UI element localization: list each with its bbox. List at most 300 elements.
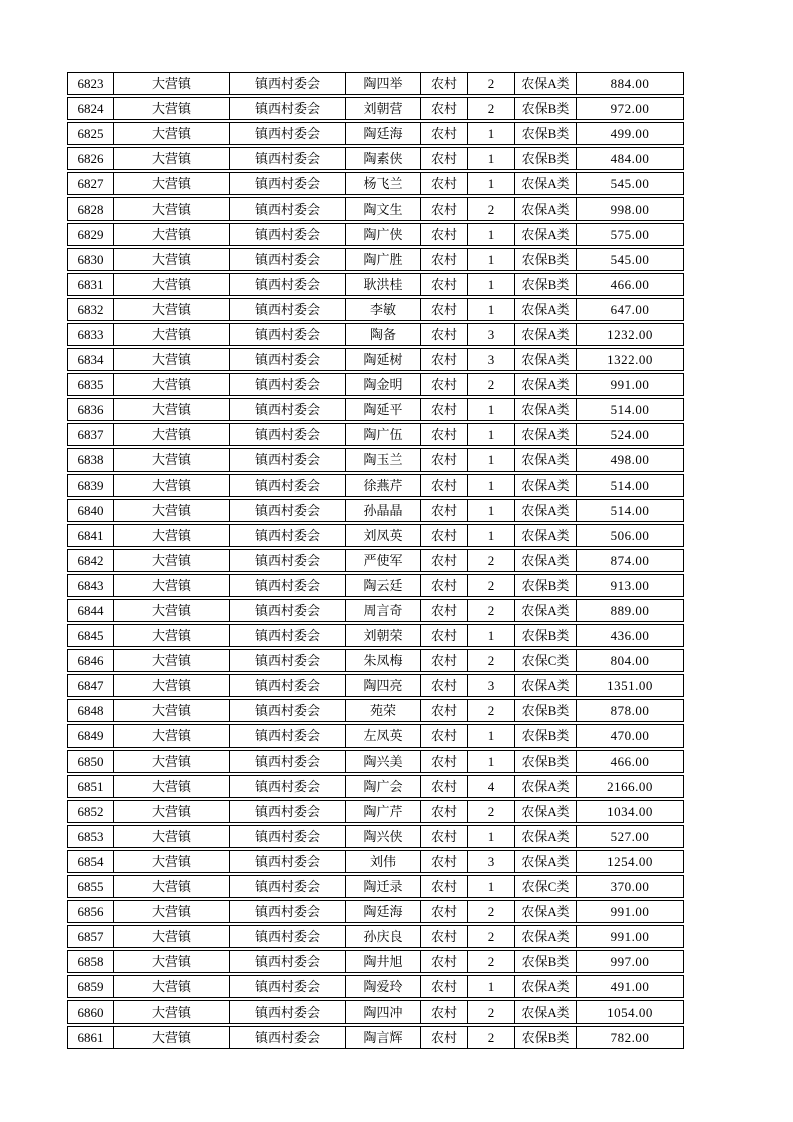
cell-id: 6856 [68, 901, 114, 922]
cell-town: 大营镇 [114, 801, 230, 822]
cell-insurance: 农保B类 [515, 625, 577, 646]
cell-name: 陶延平 [346, 399, 421, 420]
cell-residence: 农村 [421, 600, 468, 621]
cell-residence: 农村 [421, 725, 468, 746]
cell-amount: 2166.00 [607, 778, 653, 794]
cell-insurance: 农保A类 [515, 851, 577, 872]
cell-town: 大营镇 [114, 700, 230, 721]
cell-town: 大营镇 [114, 826, 230, 847]
cell-village: 镇西村委会 [230, 73, 346, 94]
cell-residence: 农村 [421, 700, 468, 721]
cell-name: 陶广伍 [346, 424, 421, 445]
cell-amount: 466.00 [610, 276, 650, 292]
table-row [67, 599, 684, 622]
insurance-payment-table [67, 72, 684, 1051]
cell-village: 镇西村委会 [230, 224, 346, 245]
cell-residence: 农村 [421, 901, 468, 922]
table-row [67, 223, 684, 246]
cell-name: 陶兴侠 [346, 826, 421, 847]
cell-count: 2 [468, 801, 515, 822]
table-row [67, 448, 684, 471]
cell-name: 陶素侠 [346, 148, 421, 169]
cell-town: 大营镇 [114, 550, 230, 571]
cell-id: 6851 [68, 776, 114, 797]
cell-town: 大营镇 [114, 475, 230, 496]
cell-name: 刘伟 [346, 851, 421, 872]
cell-insurance: 农保A类 [515, 399, 577, 420]
cell-residence: 农村 [421, 650, 468, 671]
cell-village: 镇西村委会 [230, 826, 346, 847]
cell-amount: 647.00 [610, 301, 650, 317]
table-row [67, 875, 684, 898]
table-row [67, 750, 684, 773]
cell-name: 周言奇 [346, 600, 421, 621]
table-row [67, 825, 684, 848]
cell-amount: 1351.00 [607, 678, 653, 694]
cell-amount: 514.00 [610, 502, 650, 518]
cell-count: 1 [468, 399, 515, 420]
cell-count: 3 [468, 349, 515, 370]
cell-amount: 436.00 [610, 628, 650, 644]
cell-count: 2 [468, 1027, 515, 1048]
cell-name: 孙晶晶 [346, 500, 421, 521]
cell-count: 2 [468, 600, 515, 621]
cell-id: 6831 [68, 274, 114, 295]
cell-amount: 514.00 [610, 477, 650, 493]
cell-name: 左凤英 [346, 725, 421, 746]
table-row [67, 298, 684, 321]
table-row [67, 323, 684, 346]
cell-insurance: 农保A类 [515, 475, 577, 496]
cell-id: 6843 [68, 575, 114, 596]
cell-name: 杨飞兰 [346, 173, 421, 194]
cell-residence: 农村 [421, 801, 468, 822]
cell-residence: 农村 [421, 500, 468, 521]
cell-insurance: 农保B类 [515, 751, 577, 772]
cell-id: 6825 [68, 123, 114, 144]
cell-name: 陶广会 [346, 776, 421, 797]
cell-village: 镇西村委会 [230, 349, 346, 370]
cell-id: 6836 [68, 399, 114, 420]
table-row [67, 574, 684, 597]
cell-count: 2 [468, 374, 515, 395]
table-row [67, 624, 684, 647]
cell-id: 6828 [68, 198, 114, 219]
cell-id: 6847 [68, 675, 114, 696]
cell-town: 大营镇 [114, 675, 230, 696]
table-row [67, 674, 684, 697]
cell-id: 6823 [68, 73, 114, 94]
cell-town: 大营镇 [114, 349, 230, 370]
table-row [67, 373, 684, 396]
table-row [67, 724, 684, 747]
table-row [67, 900, 684, 923]
cell-village: 镇西村委会 [230, 776, 346, 797]
cell-count: 1 [468, 751, 515, 772]
cell-village: 镇西村委会 [230, 148, 346, 169]
cell-residence: 农村 [421, 123, 468, 144]
cell-residence: 农村 [421, 299, 468, 320]
cell-town: 大营镇 [114, 776, 230, 797]
table-row [67, 800, 684, 823]
cell-insurance: 农保A类 [515, 424, 577, 445]
cell-village: 镇西村委会 [230, 198, 346, 219]
table-row [67, 273, 684, 296]
cell-town: 大营镇 [114, 148, 230, 169]
table-row [67, 122, 684, 145]
cell-name: 陶迁录 [346, 876, 421, 897]
cell-residence: 农村 [421, 550, 468, 571]
cell-insurance: 农保A类 [515, 324, 577, 345]
cell-count: 1 [468, 500, 515, 521]
cell-count: 2 [468, 901, 515, 922]
cell-insurance: 农保A类 [515, 198, 577, 219]
cell-village: 镇西村委会 [230, 525, 346, 546]
cell-amount: 874.00 [610, 552, 650, 568]
cell-name: 陶文生 [346, 198, 421, 219]
table-row [67, 97, 684, 120]
cell-count: 1 [468, 449, 515, 470]
cell-name: 陶兴美 [346, 751, 421, 772]
cell-residence: 农村 [421, 198, 468, 219]
table-row [67, 348, 684, 371]
cell-name: 陶四举 [346, 73, 421, 94]
cell-count: 1 [468, 249, 515, 270]
cell-name: 苑荣 [346, 700, 421, 721]
cell-name: 耿洪桂 [346, 274, 421, 295]
cell-count: 2 [468, 926, 515, 947]
cell-village: 镇西村委会 [230, 851, 346, 872]
cell-amount: 466.00 [610, 753, 650, 769]
table-row [67, 1026, 684, 1049]
cell-village: 镇西村委会 [230, 675, 346, 696]
cell-village: 镇西村委会 [230, 600, 346, 621]
cell-name: 陶广胜 [346, 249, 421, 270]
cell-village: 镇西村委会 [230, 399, 346, 420]
cell-insurance: 农保B类 [515, 148, 577, 169]
cell-residence: 农村 [421, 224, 468, 245]
cell-village: 镇西村委会 [230, 951, 346, 972]
cell-town: 大营镇 [114, 449, 230, 470]
cell-residence: 农村 [421, 951, 468, 972]
cell-town: 大营镇 [114, 625, 230, 646]
cell-id: 6848 [68, 700, 114, 721]
cell-village: 镇西村委会 [230, 625, 346, 646]
cell-count: 1 [468, 299, 515, 320]
cell-village: 镇西村委会 [230, 725, 346, 746]
cell-town: 大营镇 [114, 500, 230, 521]
cell-count: 2 [468, 198, 515, 219]
cell-town: 大营镇 [114, 399, 230, 420]
cell-insurance: 农保C类 [515, 876, 577, 897]
cell-town: 大营镇 [114, 123, 230, 144]
cell-residence: 农村 [421, 98, 468, 119]
cell-town: 大营镇 [114, 73, 230, 94]
cell-town: 大营镇 [114, 198, 230, 219]
cell-amount: 484.00 [610, 151, 650, 167]
table-row [67, 398, 684, 421]
cell-amount: 524.00 [610, 427, 650, 443]
cell-insurance: 农保A类 [515, 299, 577, 320]
cell-name: 陶广芹 [346, 801, 421, 822]
cell-residence: 农村 [421, 249, 468, 270]
cell-insurance: 农保A类 [515, 550, 577, 571]
cell-insurance: 农保B类 [515, 700, 577, 721]
cell-village: 镇西村委会 [230, 249, 346, 270]
cell-count: 1 [468, 725, 515, 746]
cell-insurance: 农保A类 [515, 224, 577, 245]
cell-name: 刘凤英 [346, 525, 421, 546]
cell-residence: 农村 [421, 926, 468, 947]
cell-count: 1 [468, 826, 515, 847]
cell-id: 6842 [68, 550, 114, 571]
cell-amount: 470.00 [610, 728, 650, 744]
cell-residence: 农村 [421, 148, 468, 169]
cell-residence: 农村 [421, 525, 468, 546]
cell-id: 6857 [68, 926, 114, 947]
cell-insurance: 农保A类 [515, 449, 577, 470]
cell-village: 镇西村委会 [230, 901, 346, 922]
cell-count: 4 [468, 776, 515, 797]
cell-town: 大营镇 [114, 876, 230, 897]
cell-village: 镇西村委会 [230, 449, 346, 470]
cell-town: 大营镇 [114, 600, 230, 621]
cell-id: 6826 [68, 148, 114, 169]
cell-insurance: 农保B类 [515, 98, 577, 119]
cell-amount: 514.00 [610, 402, 650, 418]
cell-village: 镇西村委会 [230, 976, 346, 997]
cell-id: 6840 [68, 500, 114, 521]
cell-id: 6837 [68, 424, 114, 445]
cell-residence: 农村 [421, 324, 468, 345]
cell-insurance: 农保B类 [515, 575, 577, 596]
cell-count: 1 [468, 424, 515, 445]
cell-name: 陶广侠 [346, 224, 421, 245]
cell-amount: 370.00 [610, 879, 650, 895]
cell-residence: 农村 [421, 575, 468, 596]
cell-town: 大营镇 [114, 851, 230, 872]
cell-amount: 782.00 [610, 1029, 650, 1045]
cell-count: 3 [468, 324, 515, 345]
cell-count: 1 [468, 876, 515, 897]
cell-name: 刘朝荣 [346, 625, 421, 646]
cell-name: 陶廷海 [346, 123, 421, 144]
cell-id: 6855 [68, 876, 114, 897]
table-row [67, 975, 684, 998]
table-row [67, 549, 684, 572]
cell-town: 大营镇 [114, 951, 230, 972]
cell-count: 1 [468, 525, 515, 546]
cell-id: 6859 [68, 976, 114, 997]
cell-insurance: 农保B类 [515, 123, 577, 144]
table-row [67, 172, 684, 195]
cell-id: 6850 [68, 751, 114, 772]
table-row [67, 1000, 684, 1023]
cell-amount: 1254.00 [607, 853, 653, 869]
cell-town: 大营镇 [114, 525, 230, 546]
cell-amount: 804.00 [610, 653, 650, 669]
cell-name: 徐燕芹 [346, 475, 421, 496]
cell-amount: 884.00 [610, 76, 650, 92]
cell-amount: 1232.00 [607, 326, 653, 342]
cell-count: 1 [468, 148, 515, 169]
cell-residence: 农村 [421, 625, 468, 646]
cell-amount: 991.00 [610, 377, 650, 393]
cell-residence: 农村 [421, 73, 468, 94]
cell-residence: 农村 [421, 826, 468, 847]
cell-id: 6861 [68, 1027, 114, 1048]
table-row [67, 649, 684, 672]
cell-village: 镇西村委会 [230, 274, 346, 295]
cell-name: 刘朝营 [346, 98, 421, 119]
cell-insurance: 农保A类 [515, 173, 577, 194]
cell-insurance: 农保A类 [515, 600, 577, 621]
cell-residence: 农村 [421, 475, 468, 496]
cell-town: 大营镇 [114, 926, 230, 947]
cell-amount: 498.00 [610, 452, 650, 468]
cell-village: 镇西村委会 [230, 575, 346, 596]
table-row [67, 524, 684, 547]
table-row [67, 925, 684, 948]
cell-village: 镇西村委会 [230, 751, 346, 772]
cell-id: 6830 [68, 249, 114, 270]
cell-name: 陶四亮 [346, 675, 421, 696]
cell-village: 镇西村委会 [230, 650, 346, 671]
cell-residence: 农村 [421, 976, 468, 997]
cell-residence: 农村 [421, 1027, 468, 1048]
cell-id: 6858 [68, 951, 114, 972]
cell-name: 陶备 [346, 324, 421, 345]
cell-town: 大营镇 [114, 575, 230, 596]
cell-amount: 506.00 [610, 527, 650, 543]
cell-residence: 农村 [421, 776, 468, 797]
cell-amount: 499.00 [610, 126, 650, 142]
cell-residence: 农村 [421, 1001, 468, 1022]
cell-village: 镇西村委会 [230, 926, 346, 947]
table-row [67, 775, 684, 798]
cell-id: 6845 [68, 625, 114, 646]
cell-town: 大营镇 [114, 976, 230, 997]
cell-id: 6841 [68, 525, 114, 546]
cell-insurance: 农保C类 [515, 650, 577, 671]
cell-amount: 878.00 [610, 703, 650, 719]
cell-residence: 农村 [421, 349, 468, 370]
cell-residence: 农村 [421, 424, 468, 445]
cell-id: 6852 [68, 801, 114, 822]
cell-village: 镇西村委会 [230, 98, 346, 119]
table-row [67, 950, 684, 973]
cell-residence: 农村 [421, 876, 468, 897]
cell-insurance: 农保A类 [515, 525, 577, 546]
cell-town: 大营镇 [114, 224, 230, 245]
cell-count: 1 [468, 976, 515, 997]
cell-id: 6860 [68, 1001, 114, 1022]
cell-count: 2 [468, 650, 515, 671]
cell-town: 大营镇 [114, 424, 230, 445]
cell-town: 大营镇 [114, 650, 230, 671]
cell-town: 大营镇 [114, 725, 230, 746]
cell-village: 镇西村委会 [230, 1027, 346, 1048]
cell-id: 6824 [68, 98, 114, 119]
cell-insurance: 农保A类 [515, 976, 577, 997]
cell-name: 陶玉兰 [346, 449, 421, 470]
cell-name: 李敏 [346, 299, 421, 320]
table-row [67, 197, 684, 220]
cell-insurance: 农保A类 [515, 926, 577, 947]
cell-insurance: 农保A类 [515, 349, 577, 370]
cell-insurance: 农保A类 [515, 500, 577, 521]
cell-town: 大营镇 [114, 751, 230, 772]
cell-village: 镇西村委会 [230, 500, 346, 521]
cell-amount: 972.00 [610, 101, 650, 117]
cell-count: 1 [468, 625, 515, 646]
cell-count: 2 [468, 98, 515, 119]
cell-village: 镇西村委会 [230, 700, 346, 721]
cell-insurance: 农保A类 [515, 374, 577, 395]
cell-id: 6834 [68, 349, 114, 370]
cell-name: 陶金明 [346, 374, 421, 395]
cell-count: 2 [468, 575, 515, 596]
cell-amount: 575.00 [610, 226, 650, 242]
cell-amount: 545.00 [610, 176, 650, 192]
cell-town: 大营镇 [114, 299, 230, 320]
cell-insurance: 农保A类 [515, 901, 577, 922]
cell-id: 6854 [68, 851, 114, 872]
cell-residence: 农村 [421, 374, 468, 395]
cell-id: 6849 [68, 725, 114, 746]
cell-insurance: 农保B类 [515, 249, 577, 270]
cell-town: 大营镇 [114, 249, 230, 270]
cell-town: 大营镇 [114, 1027, 230, 1048]
cell-residence: 农村 [421, 449, 468, 470]
cell-count: 2 [468, 1001, 515, 1022]
cell-name: 陶廷海 [346, 901, 421, 922]
cell-name: 陶四冲 [346, 1001, 421, 1022]
cell-insurance: 农保B类 [515, 725, 577, 746]
cell-residence: 农村 [421, 173, 468, 194]
cell-residence: 农村 [421, 399, 468, 420]
cell-insurance: 农保B类 [515, 951, 577, 972]
cell-insurance: 农保B类 [515, 1027, 577, 1048]
table-row [67, 474, 684, 497]
cell-count: 1 [468, 123, 515, 144]
cell-count: 2 [468, 951, 515, 972]
cell-id: 6832 [68, 299, 114, 320]
cell-name: 严使军 [346, 550, 421, 571]
cell-amount: 991.00 [610, 904, 650, 920]
cell-id: 6844 [68, 600, 114, 621]
cell-amount: 527.00 [610, 828, 650, 844]
cell-village: 镇西村委会 [230, 173, 346, 194]
cell-residence: 农村 [421, 751, 468, 772]
table-row [67, 72, 684, 95]
cell-count: 2 [468, 73, 515, 94]
cell-village: 镇西村委会 [230, 550, 346, 571]
cell-amount: 913.00 [610, 577, 650, 593]
cell-amount: 545.00 [610, 251, 650, 267]
cell-amount: 997.00 [610, 954, 650, 970]
cell-village: 镇西村委会 [230, 123, 346, 144]
cell-count: 1 [468, 274, 515, 295]
cell-town: 大营镇 [114, 274, 230, 295]
cell-id: 6827 [68, 173, 114, 194]
cell-town: 大营镇 [114, 901, 230, 922]
cell-count: 2 [468, 700, 515, 721]
cell-insurance: 农保A类 [515, 1001, 577, 1022]
cell-count: 3 [468, 851, 515, 872]
cell-id: 6839 [68, 475, 114, 496]
cell-village: 镇西村委会 [230, 1001, 346, 1022]
